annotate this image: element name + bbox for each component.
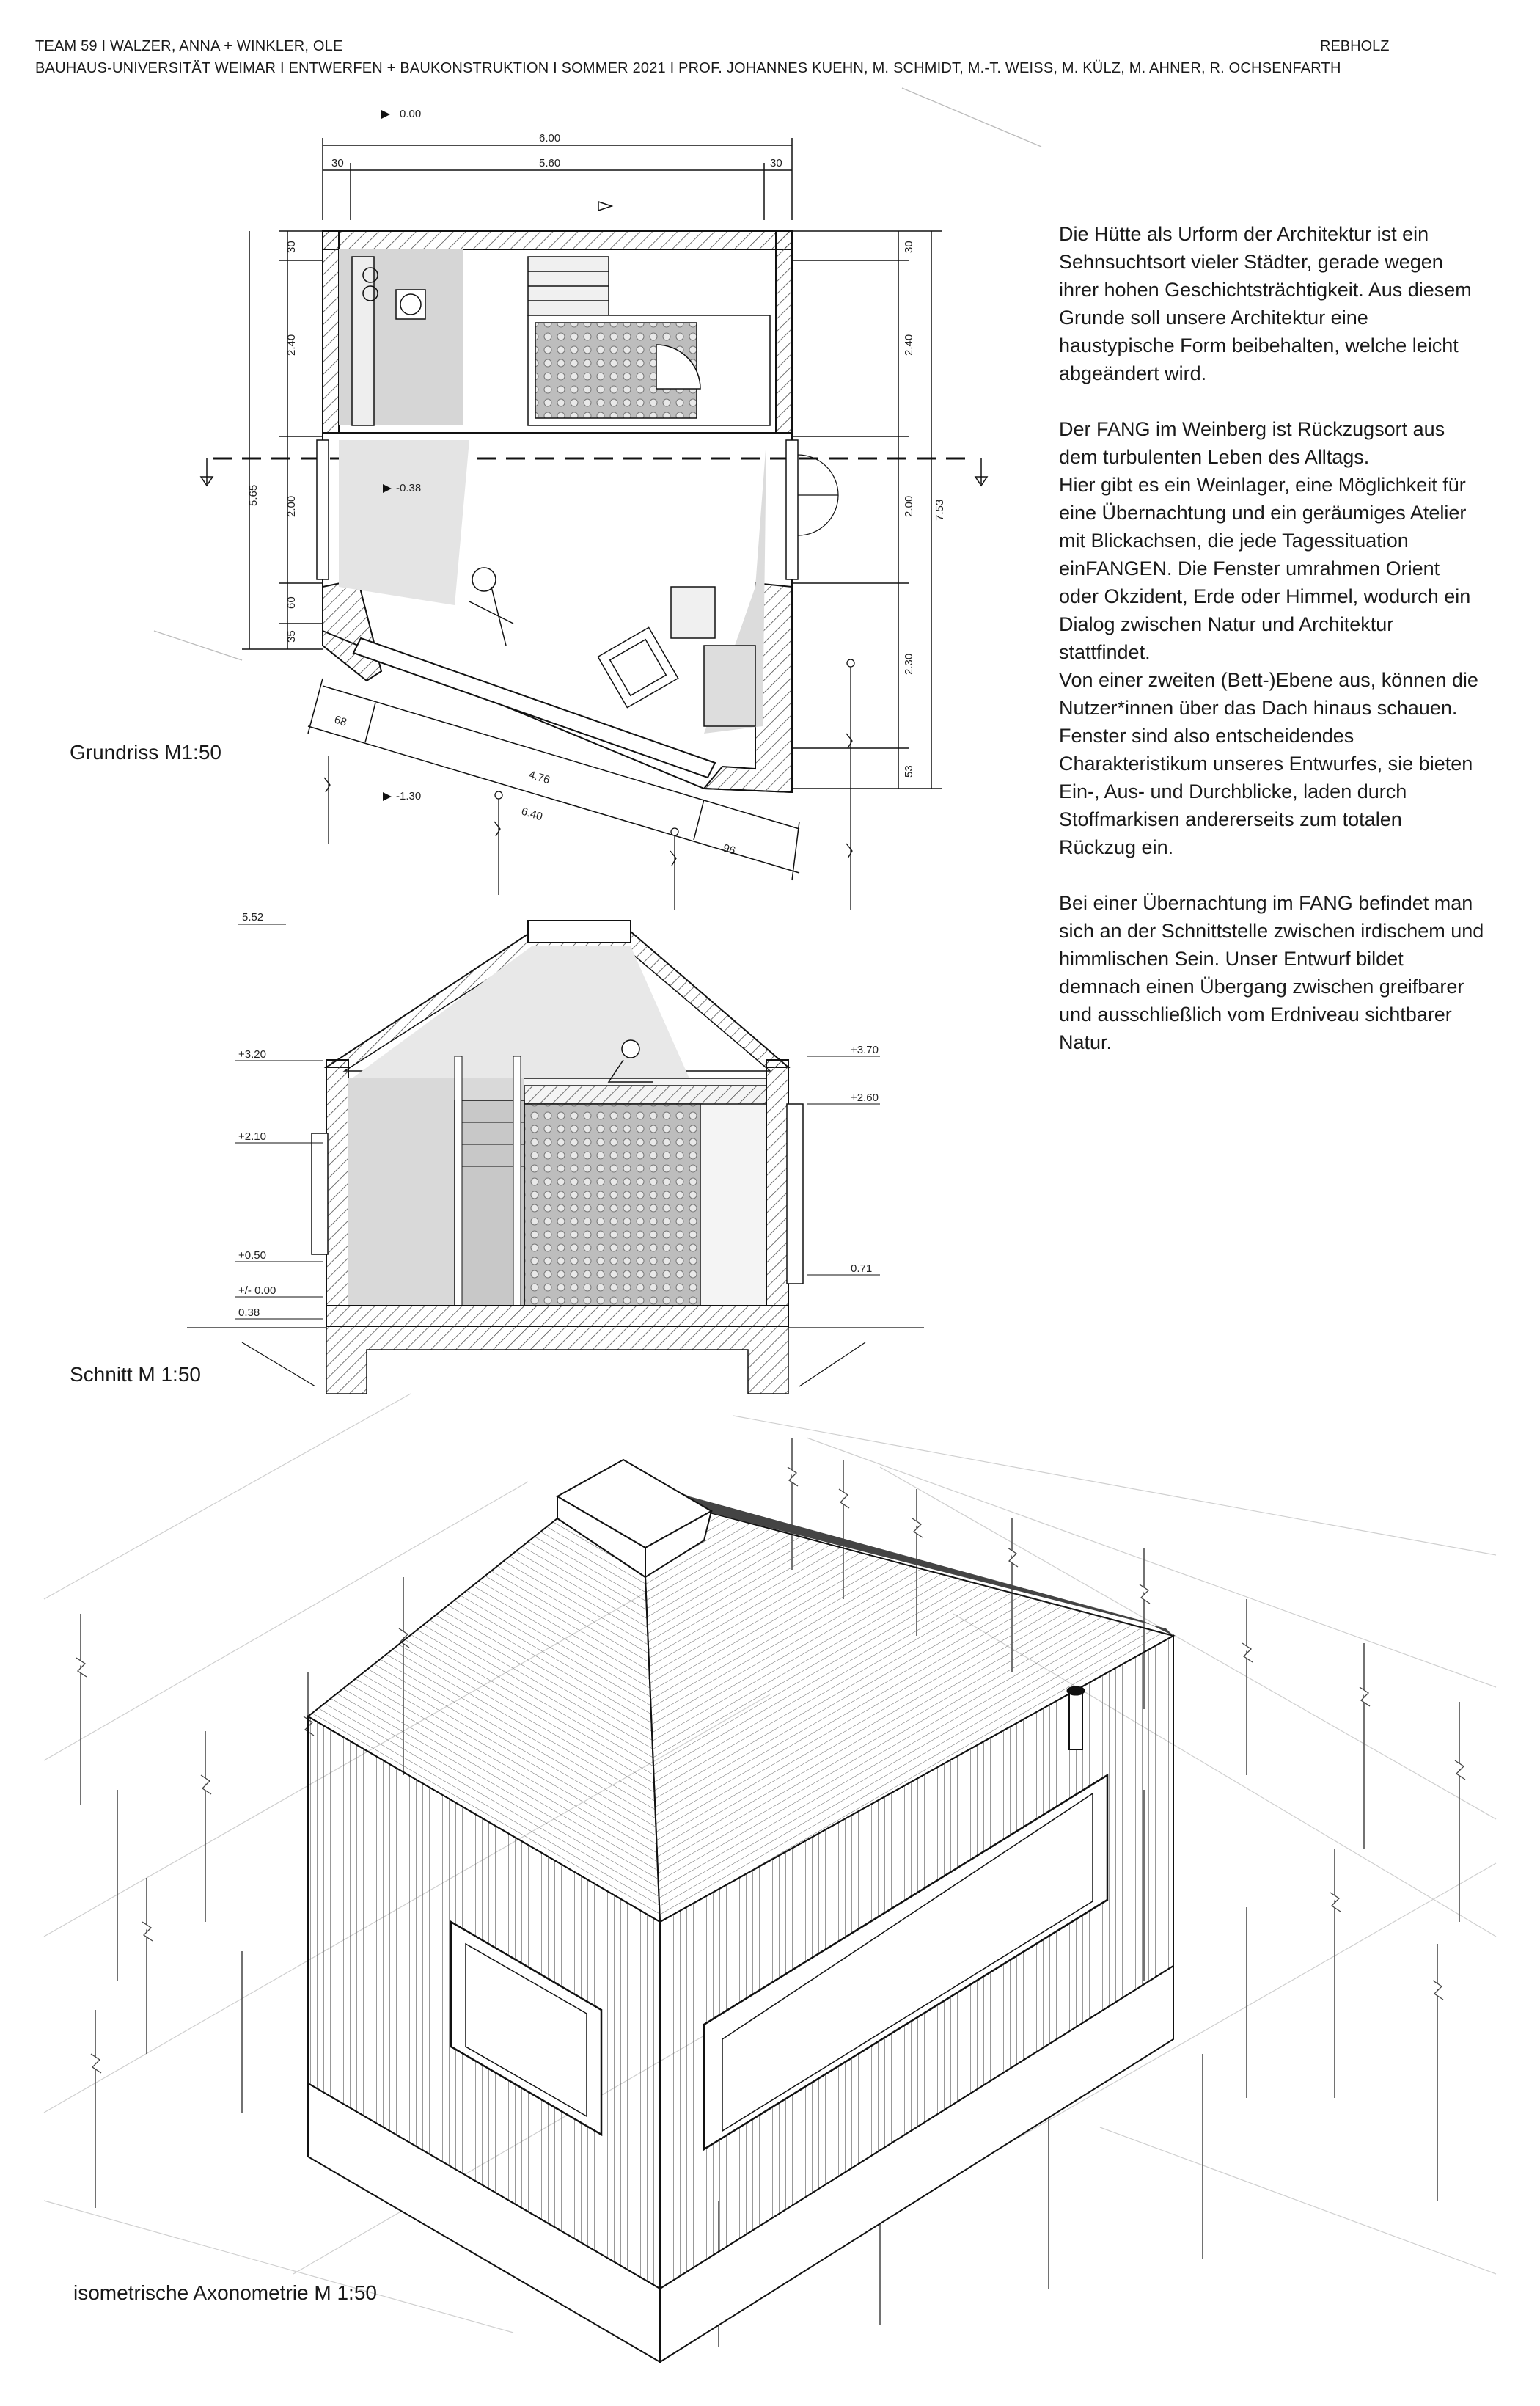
section-drawing [187, 911, 924, 1394]
dim-right-240: 2.40 [903, 334, 915, 356]
description-paragraph-1: Die Hütte als Urform der Architektur ist ein Sehnsuchtsort vieler Städter, gerade wegen ihrer hohen Geschichtsträchtigkeit. Aus diesem Grunde soll unsere Architektur eine haustypische Form beibehalten, welche leicht abgeändert wird. [1059, 223, 1472, 384]
dim-bottom-476: 4.76 [527, 768, 551, 787]
dim-bottom-68: 68 [332, 713, 348, 729]
level-section-right-370: +3.70 [851, 1044, 879, 1056]
dim-right-230: 2.30 [903, 653, 915, 675]
description-p2d: Fenster sind also entscheidendes Charakteristikum unseres Entwurfes, sie bieten Ein-, Aus- und Durchblicke, laden durch Stoffmarkisen andererseits zum totalen Rückzug ein. [1059, 725, 1473, 858]
level-section-000: +/- 0.00 [238, 1284, 276, 1297]
level-section-552: 5.52 [242, 911, 264, 924]
level-plan-top: 0.00 [400, 108, 422, 120]
dim-top-wall-right: 30 [770, 157, 782, 169]
dim-left-35: 35 [285, 630, 298, 643]
level-section-038: 0.38 [238, 1306, 260, 1319]
dim-right-53: 53 [903, 765, 915, 778]
description-p2b: Hier gibt es ein Weinlager, eine Möglichkeit für eine Übernachtung und ein geräumiges Atelier mit Blickachsen, die jede Tagessituation einFANGEN. Die Fenster umrahmen Orient oder Okzident, Erde oder Himmel, wodurch ein Dialog zwischen Natur und Architektur stattfindet. [1059, 474, 1471, 663]
header-team-line: TEAM 59 I WALZER, ANNA + WINKLER, OLE [35, 38, 343, 54]
axonometry-drawing [44, 1394, 1496, 2362]
caption-section: Schnitt M 1:50 [70, 1363, 201, 1386]
dim-left-565: 5.65 [247, 484, 260, 506]
level-section-right-260: +2.60 [851, 1092, 879, 1104]
description-p2a: Der FANG im Weinberg ist Rückzugsort aus dem turbulenten Leben des Alltags. [1059, 418, 1445, 468]
dim-left-30: 30 [285, 241, 298, 253]
dim-bottom-96: 96 [721, 841, 737, 858]
level-plan-bottom: -1.30 [396, 790, 422, 802]
description-paragraph-3: Bei einer Übernachtung im FANG befindet man sich an der Schnittstelle zwischen irdischem und himmlischen Sein. Unser Entwurf bildet demnach einen Übergang zwischen greifbarer und ausschließlich vom Erdniveau sichtbarer Natur. [1059, 892, 1484, 1053]
description-p2c: Von einer zweiten (Bett-)Ebene aus, können die Nutzer*innen über das Dach hinaus schauen. [1059, 669, 1478, 719]
dim-left-240: 2.40 [285, 334, 298, 356]
dim-top-inner: 5.60 [539, 157, 561, 169]
dim-bottom-640: 6.40 [519, 805, 544, 824]
caption-floor-plan: Grundriss M1:50 [70, 741, 221, 764]
project-description [1059, 220, 1484, 1084]
dim-top-total: 6.00 [539, 132, 561, 145]
level-section-210: +2.10 [238, 1130, 266, 1143]
header-theme: REBHOLZ [1320, 38, 1390, 54]
plan-dimension-left [242, 231, 323, 649]
dim-right-753: 7.53 [934, 499, 946, 521]
level-plan-mid: -0.38 [396, 482, 422, 494]
dim-left-200: 2.00 [285, 495, 298, 517]
dim-top-wall-left: 30 [331, 157, 344, 169]
plan-dimension-right [792, 231, 942, 789]
header-university-line: BAUHAUS-UNIVERSITÄT WEIMAR I ENTWERFEN + BAUKONSTRUKTION I SOMMER 2021 I PROF. JOHANNES KUEHN, M. SCHMIDT, M.-T. WEISS, M. KÜLZ, M. AHNER, R. OCHSENFARTH [35, 60, 1341, 76]
dim-right-200: 2.00 [903, 495, 915, 517]
description-paragraph-2 [1059, 415, 1484, 861]
dim-left-60: 60 [285, 596, 298, 609]
floor-plan [154, 88, 1041, 910]
caption-axonometry: isometrische Axonometrie M 1:50 [73, 2281, 377, 2304]
level-section-right-071: 0.71 [851, 1262, 873, 1275]
level-section-050: +0.50 [238, 1249, 266, 1262]
level-section-320: +3.20 [238, 1048, 266, 1061]
plan-dimension-top [323, 138, 792, 220]
dim-right-30: 30 [903, 241, 915, 253]
